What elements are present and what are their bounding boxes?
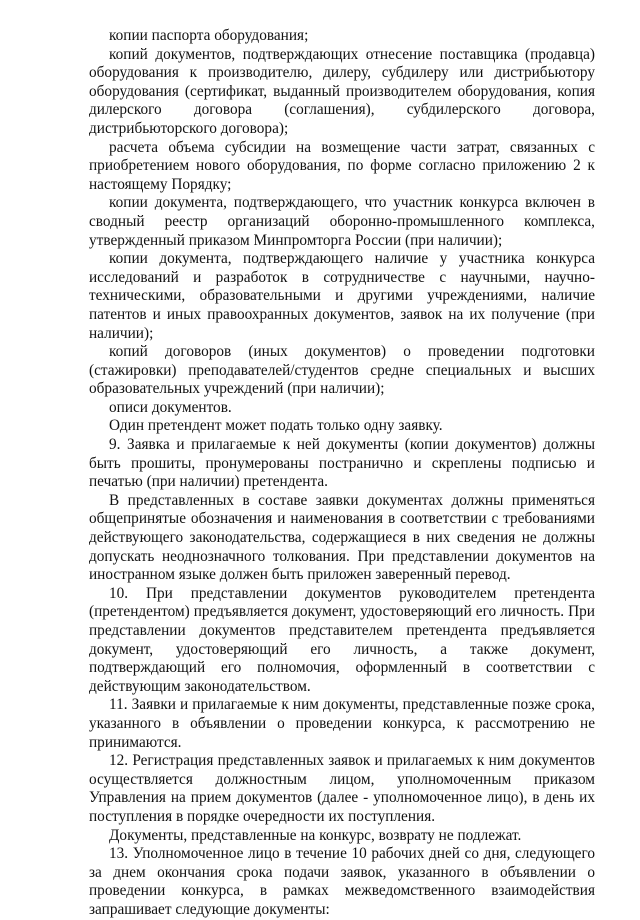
paragraph-notation: В представленных в составе заявки документах должны применяться общепринятые обозначения и наименования в соответствии с требованиями действующего законодательства, содержащиеся в них сведения не должны допускать неоднозначного толкования. При представлении документов на иностранном языке должен быть приложен заверенный перевод. <box>89 491 595 584</box>
paragraph-one-application: Один претендент может подать только одну заявку. <box>109 417 443 435</box>
paragraph-item-10: 10. При представлении документов руководителем претендента (претендентом) предъявляется документ, удостоверяющий его личность. При представлении документов представителем претендента предъявляется документ, удостоверяющий его личность, а также документ, подтверждающий его полномочия, оформленный в соответствии с действующим законодательством. <box>89 584 595 695</box>
paragraph-supplier-docs: копий документов, подтверждающих отнесение поставщика (продавца) оборудования к производителю, дилеру, субдилеру или дистрибьютору оборудования (сертификат, выданный производителем оборудования, копия дилерского договора (соглашения), субдилерского договора, дистрибьюторского договора); <box>89 45 595 137</box>
paragraph-item-13: 13. Уполномоченное лицо в течение 10 рабочих дней со дня, следующего за днем окончания срока подачи заявок, указанного в объявлении о проведении конкурса, в рамках межведомственного взаимодействия запрашивает следующие документы: <box>89 845 595 918</box>
paragraph-item-9: 9. Заявка и прилагаемые к ней документы (копии документов) должны быть прошиты, пронумерованы постранично и скреплены подписью и печатью (при наличии) претендента. <box>89 436 595 491</box>
paragraph-item-11: 11. Заявки и прилагаемые к ним документы, представленные позже срока, указанного в объявлении о проведении конкурса, к рассмотрению не принимаются. <box>89 696 595 751</box>
paragraph-subsidy-calc: расчета объема субсидии на возмещение части затрат, связанных с приобретением нового оборудования, по форме согласно приложению 2 к настоящему Порядку; <box>89 138 595 193</box>
paragraph-item-12: 12. Регистрация представленных заявок и прилагаемых к ним документов осуществляется должностным лицом, уполномоченным приказом Управления на прием документов (далее - уполномоченное лицо), в день их поступления в порядке очередности их поступления. <box>89 752 595 825</box>
paragraph-passport: копии паспорта оборудования; <box>109 27 309 44</box>
paragraph-training: копий договоров (иных документов) о проведении подготовки (стажировки) преподавателей/студентов средне специальных и высших образовательных учреждений (при наличии); <box>89 343 595 398</box>
paragraph-inventory: описи документов. <box>109 398 232 416</box>
document-page <box>89 27 595 920</box>
paragraph-no-return: Документы, представленные на конкурс, возврату не подлежат. <box>109 826 522 844</box>
paragraph-defense-registry: копии документа, подтверждающего, что участник конкурса включен в сводный реестр организаций оборонно-промышленного комплекса, утвержденный приказом Минпромторга России (при наличии); <box>89 194 595 249</box>
paragraph-research: копии документа, подтверждающего наличие у участника конкурса исследований и разработок в сотрудничестве с научными, научно-техническими, образовательными и другими учреждениями, наличие патентов и иных правоохранных документов, заявок на их получение (при наличии); <box>89 250 595 342</box>
